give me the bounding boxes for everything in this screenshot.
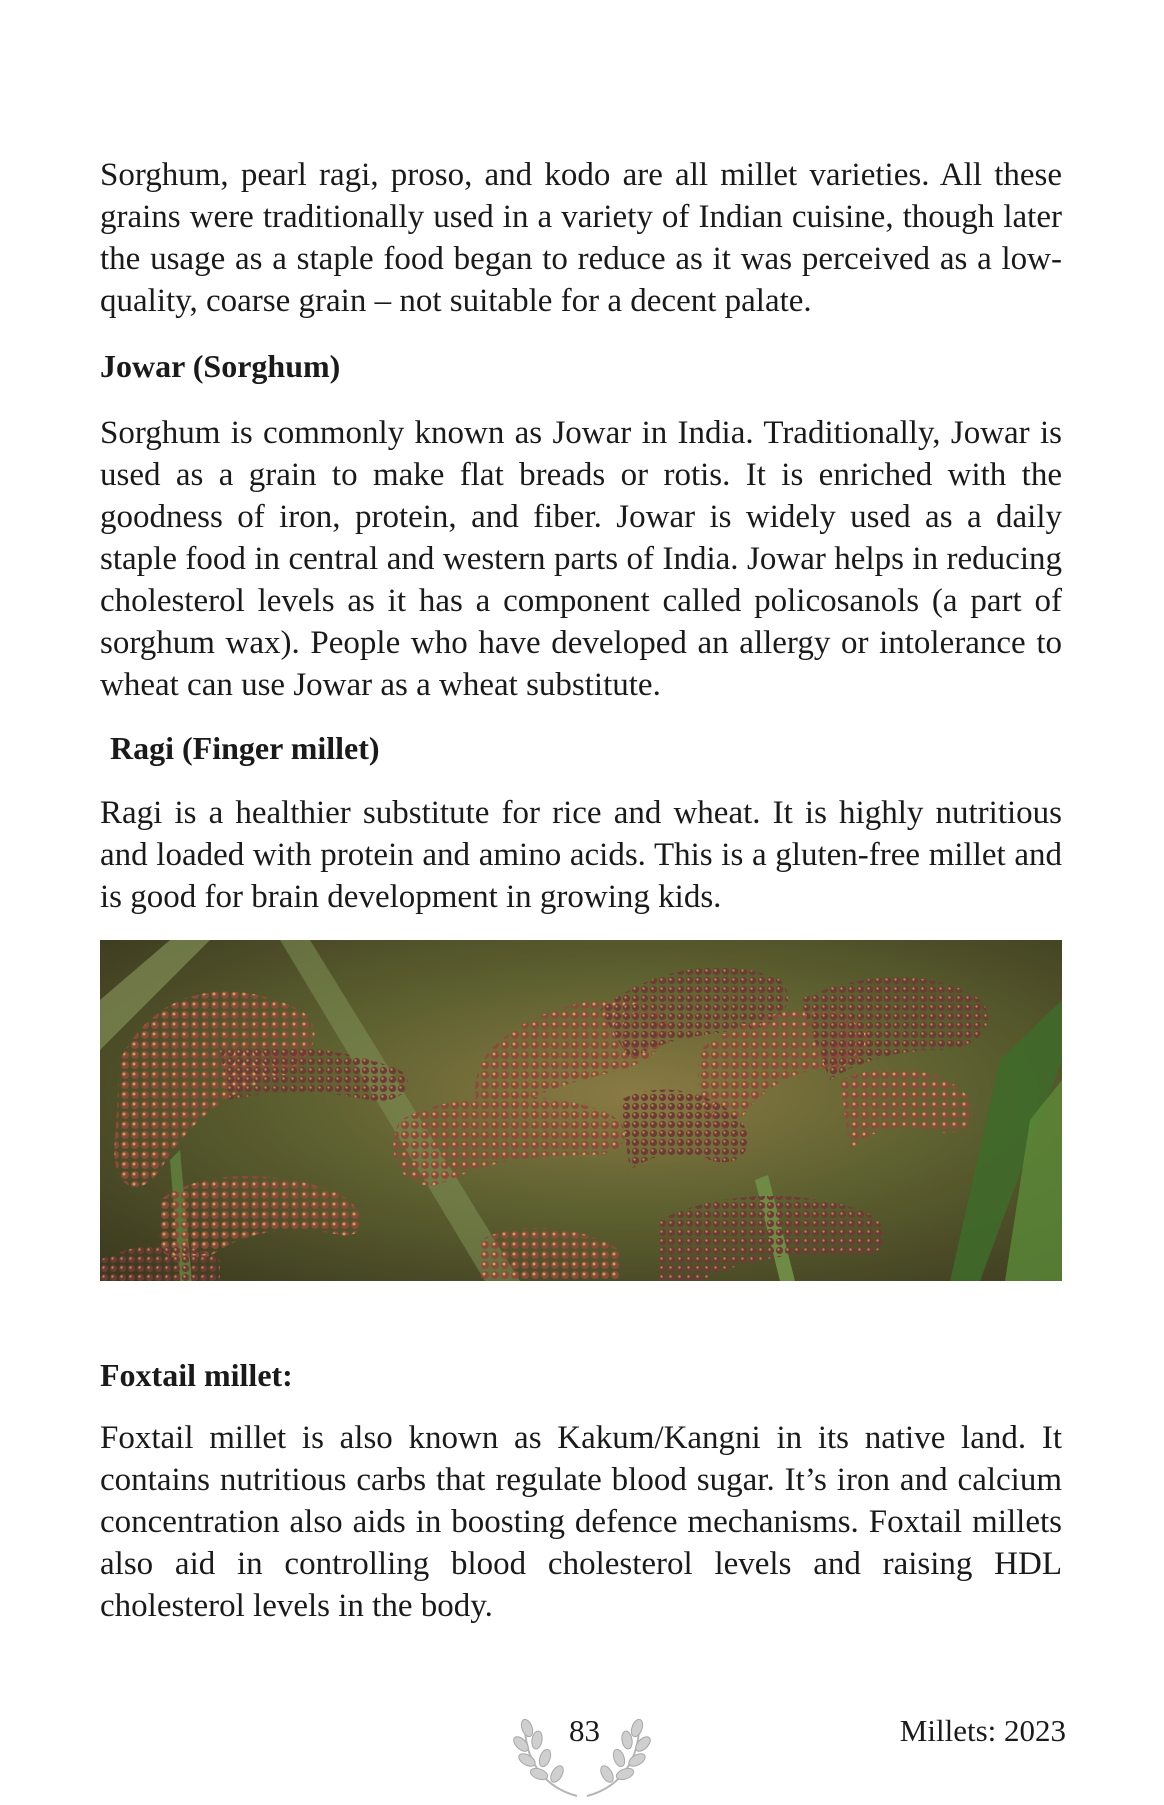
millet-photo	[100, 940, 1062, 1281]
foxtail-heading: Foxtail millet:	[100, 1357, 293, 1393]
page-number: 83	[569, 1713, 600, 1748]
ragi-paragraph: Ragi is a healthier substitute for rice and wheat. It is highly nutritious and loaded with protein and amino acids. This is a gluten-free millet and is good for brain development in growing kids.	[100, 795, 1062, 915]
book-title: Millets: 2023	[899, 1713, 1066, 1748]
ragi-heading: Ragi (Finger millet)	[110, 730, 380, 766]
jowar-paragraph: Sorghum is commonly known as Jowar in India. Traditionally, Jowar is used as a grain to make flat breads or rotis. It is enriched with the goodness of iron, protein, and fiber. Jowar is widely used as a daily staple food in central and western parts of India. Jowar helps in reducing cholesterol levels as it has a component called policosanols (a part of sorghum wax). People who have developed an allergy or intolerance to wheat can use Jowar as a wheat substitute.	[100, 415, 1062, 703]
foxtail-paragraph: Foxtail millet is also known as Kakum/Kangni in its native land. It contains nutritious carbs that regulate blood sugar. It’s iron and calcium concentration also aids in boosting defence mechanisms. Foxtail millets also aid in controlling blood cholesterol levels and raising HDL cholesterol levels in the body.	[100, 1420, 1062, 1624]
jowar-heading: Jowar (Sorghum)	[100, 348, 341, 384]
page-content	[100, 154, 1062, 1627]
intro-paragraph: Sorghum, pearl ragi, proso, and kodo are all millet varieties. All these grains were traditionally used in a variety of Indian cuisine, though later the usage as a staple food began to reduce as it was perceived as a low-quality, coarse grain – not suitable for a decent palate.	[100, 157, 1062, 319]
